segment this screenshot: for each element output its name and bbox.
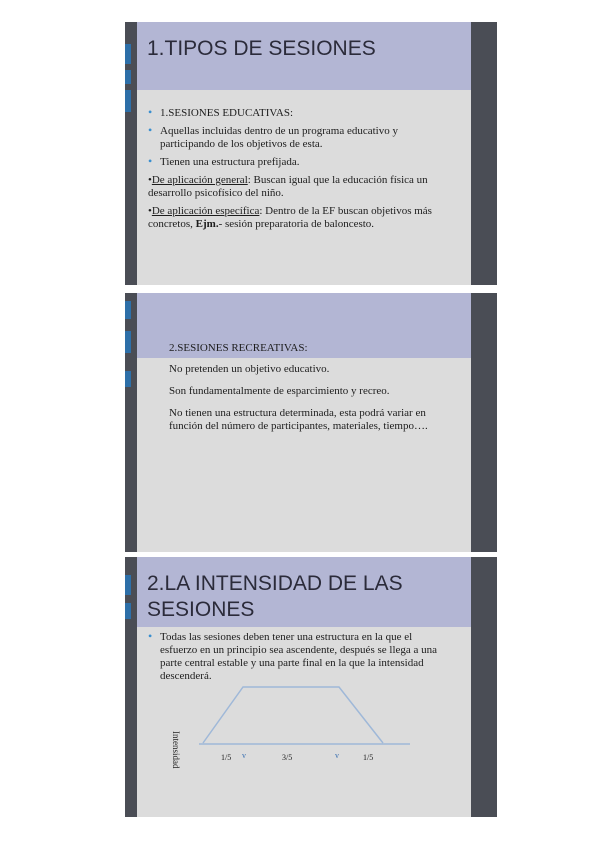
bullet-item: • 1.SESIONES EDUCATIVAS: — [148, 107, 453, 120]
slide-2 — [125, 293, 497, 552]
bullet-item: • Tienen una estructura prefijada. — [148, 156, 453, 169]
sub-bold: Ejm. — [195, 218, 219, 230]
bullet-item: • Todas las sesiones deben tener una estructura en la que el esfuerzo en un principio sea ascendente, después se llega a una parte central estable y una parte final en la que la intensidad descenderá. — [148, 631, 448, 683]
sub-item-especifica — [148, 205, 453, 231]
sub-label: De aplicación específica — [151, 205, 260, 217]
slide-body — [169, 342, 449, 438]
text-line: No tienen una estructura determinada, esta podrá variar en función del número de participantes, materiales, tiempo…. — [169, 407, 428, 432]
section-heading: 2.SESIONES RECREATIVAS: — [169, 342, 308, 354]
bullet-item: • Aquellas incluidas dentro de un programa educativo y participando de los objetivos de esta. — [148, 125, 453, 151]
sub-label: De aplicación general — [151, 174, 248, 186]
slide-sidebar — [125, 293, 137, 552]
slide-sidebar — [125, 22, 137, 285]
slide-body — [148, 107, 453, 236]
tick-label: 3/5 — [282, 753, 293, 762]
tick-label: 1/5 — [221, 753, 232, 762]
sub-text: : Buscan igual que la educación física un desarrollo psicofísico del niño. — [148, 174, 428, 199]
y-axis-label: Intensidad — [171, 731, 181, 769]
sub-text: - sesión preparatoria de baloncesto. — [218, 218, 375, 230]
sub-item-general — [148, 174, 453, 200]
slide-1 — [125, 22, 497, 285]
marker: v — [242, 751, 246, 760]
slide-3 — [125, 557, 497, 817]
slide-title: 1.TIPOS DE SESIONES — [147, 37, 376, 60]
slide-title: 2.LA INTENSIDAD DE LAS SESIONES — [147, 572, 403, 621]
tick-label: 1/5 — [363, 753, 374, 762]
sub-text: : Dentro de la EF buscan objetivos más concretos, — [148, 205, 432, 230]
slide-rightbar — [471, 22, 497, 285]
text-line: No pretenden un objetivo educativo. — [169, 363, 330, 375]
intensity-diagram — [125, 557, 497, 817]
slide-rightbar — [471, 293, 497, 552]
marker: v — [335, 751, 339, 760]
text-line: Son fundamentalmente de esparcimiento y recreo. — [169, 385, 390, 397]
intensity-curve — [203, 687, 383, 743]
